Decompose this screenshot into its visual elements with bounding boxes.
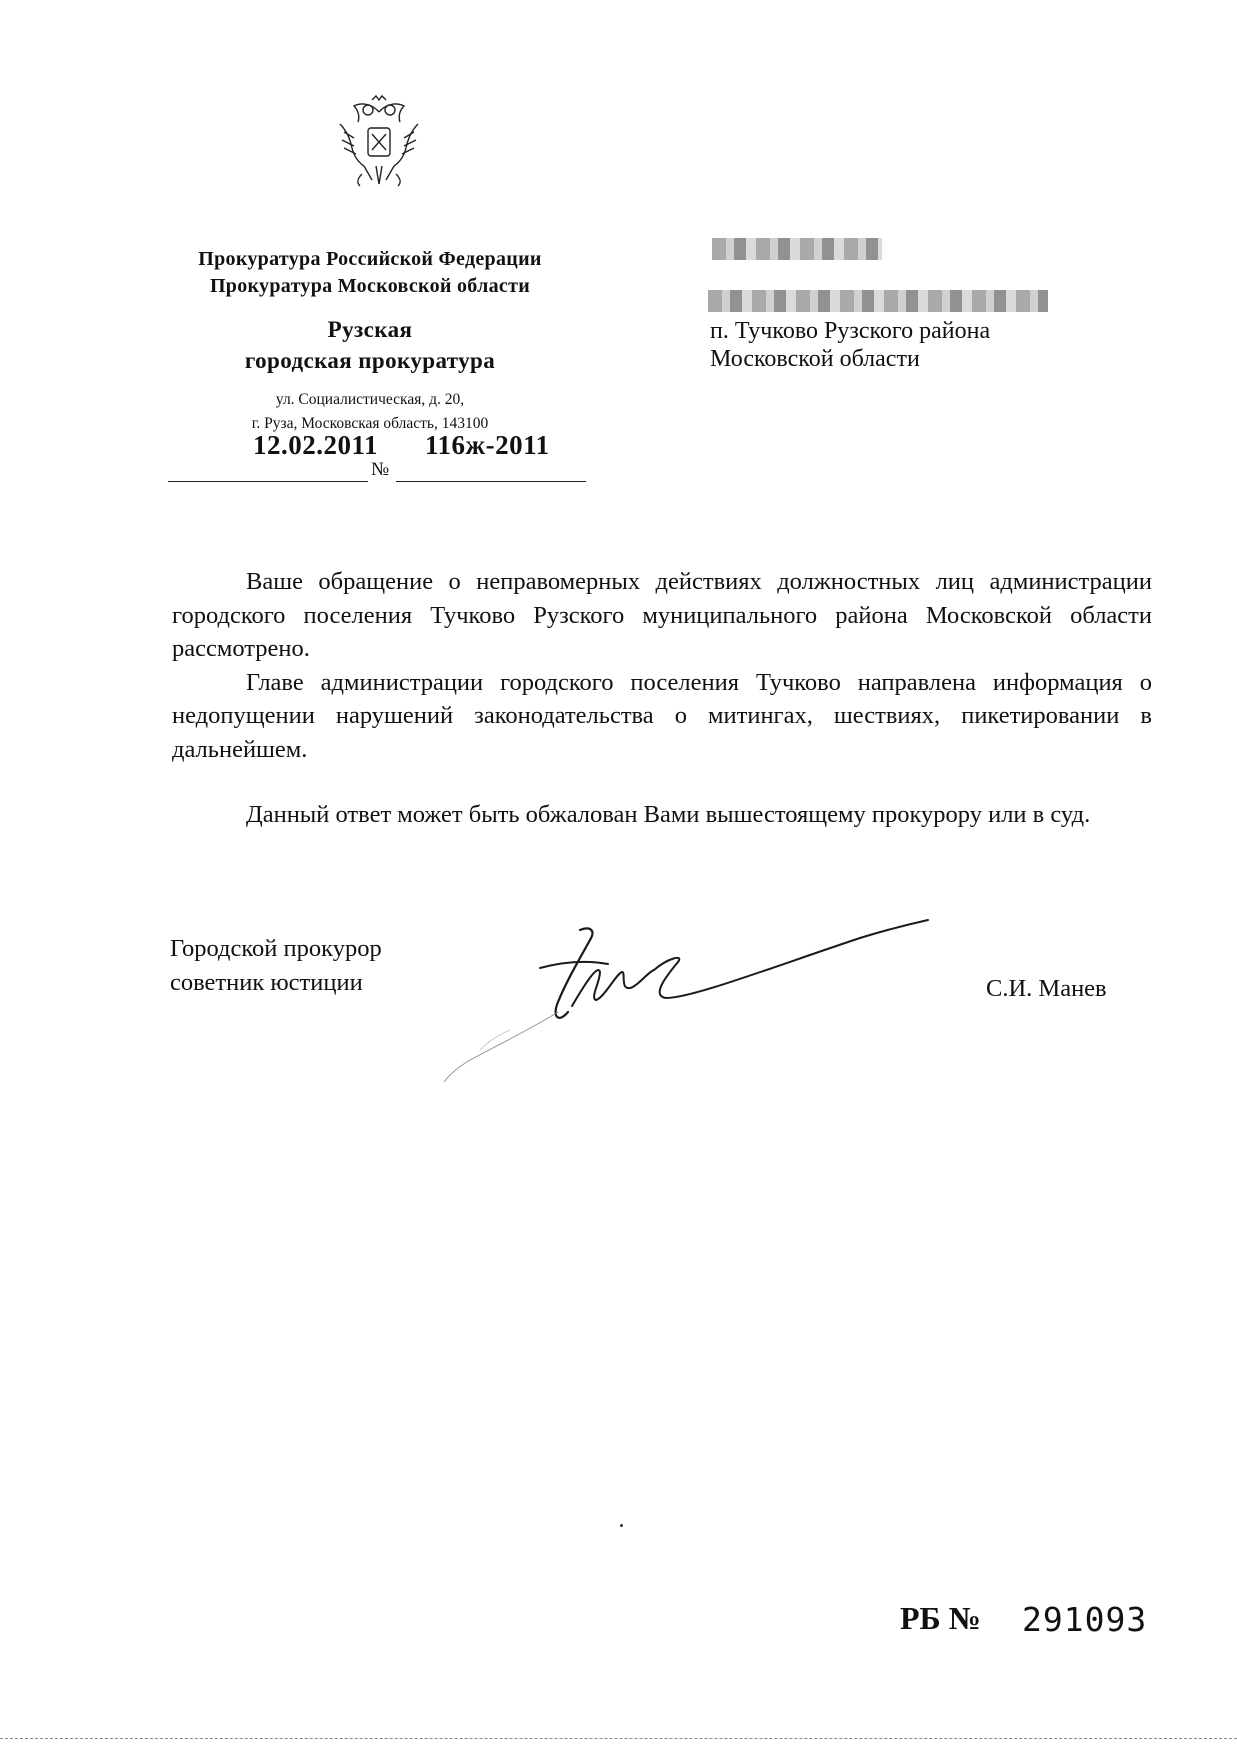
org-line-2: Прокуратура Московской области xyxy=(209,275,531,297)
recipient-line-1: п. Тучково Рузского района xyxy=(710,318,991,344)
signatory-title-line-1: Городской прокурор xyxy=(170,935,382,962)
number-sign: № xyxy=(371,459,390,480)
body-paragraph-1: Ваше обращение о неправомерных действиях должностных лиц администрации городского поселения Тучково Рузского муниципального района Московской области рассмотрено. xyxy=(172,568,1152,662)
coat-of-arms-icon xyxy=(332,94,426,190)
form-series-label: РБ № xyxy=(900,1600,981,1636)
handwritten-signature xyxy=(440,912,950,1092)
address-line-1: ул. Социалистическая, д. 20, xyxy=(275,391,465,408)
office-line-1: Рузская xyxy=(327,317,413,342)
form-serial-number: 291093 xyxy=(1022,1600,1148,1639)
stray-dot xyxy=(620,1524,623,1527)
signatory-title xyxy=(170,932,382,1000)
date-underline xyxy=(168,481,368,482)
outgoing-date: 12.02.2011 xyxy=(253,430,379,460)
sender-block xyxy=(150,246,590,436)
outgoing-number: 116ж-2011 xyxy=(425,430,550,460)
number-underline xyxy=(396,481,586,482)
address-line-2: г. Руза, Московская область, 143100 xyxy=(251,415,489,432)
signatory-title-line-2: советник юстиции xyxy=(170,969,363,996)
office-line-2: городская прокуратура xyxy=(244,348,496,373)
recipient-line-2: Московской области xyxy=(710,346,920,372)
org-line-1: Прокуратура Российской Федерации xyxy=(198,248,542,270)
recipient-locality xyxy=(710,317,990,373)
letter-body xyxy=(172,565,1152,832)
redacted-recipient-address xyxy=(708,290,1048,312)
body-paragraph-2: Главе администрации городского поселения Тучково направлена информация о недопущении нарушений законодательства о митингах, шествиях, пикетировании в дальнейшем. xyxy=(172,668,1152,763)
body-paragraph-3: Данный ответ может быть обжалован Вами вышестоящему прокурору или в суд. xyxy=(246,801,1091,828)
redacted-recipient-name xyxy=(712,238,882,260)
bottom-edge-line xyxy=(0,1738,1237,1739)
signatory-name: С.И. Манев xyxy=(986,975,1107,1002)
